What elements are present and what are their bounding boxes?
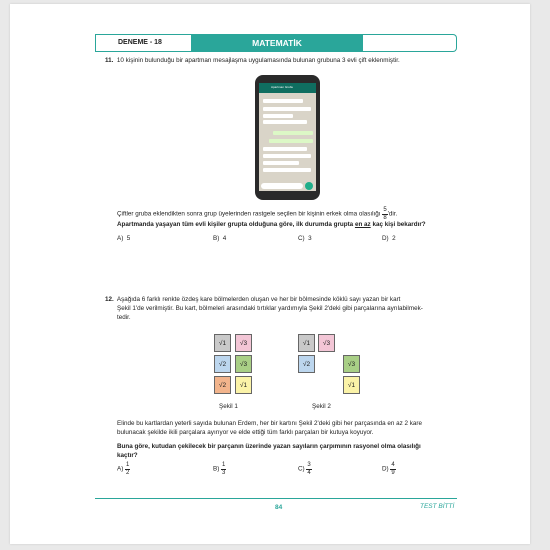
- q12-line1: 12. Aşağıda 6 farklı renkte özdeş kare bölmelerden oluşan ve her bir bölmesinde köklü sayı yazan bir kart: [105, 296, 401, 303]
- q12-line3: tedir.: [117, 314, 131, 321]
- chat-bubble: [263, 147, 307, 151]
- fig1-label: Şekil 1: [219, 403, 238, 410]
- exam-label: DENEME - 18: [95, 34, 191, 52]
- fig2-cell: √1: [343, 376, 360, 394]
- q11-prob-line: [117, 207, 397, 221]
- fig1-cell: √2: [214, 355, 231, 373]
- chat-bubble: [269, 139, 313, 143]
- chat-bubble: [263, 154, 311, 158]
- fig1-cell: √1: [235, 376, 252, 394]
- group-name: Apartman Grubu: [271, 85, 294, 89]
- q12-para1: Elinde bu kartlardan yeterli sayıda bulunan Erdem, her bir kartını Şekil 2'deki gibi her parçasında en az 2 kare: [117, 420, 423, 427]
- q12-option-b[interactable]: B) $\frac{1}{3}$: [213, 462, 226, 476]
- q12-line2: Şekil 1'de verilmiştir. Bu kart, bölmeleri arasındaki tırtıklar yardımıyla Şekil 2'deki gibi parçalarına ayrılabilmek-: [117, 305, 423, 312]
- q11-prob-suffix: 'dir.: [387, 210, 398, 218]
- subject-title: MATEMATİK: [191, 34, 363, 52]
- fig1-cell: √1: [214, 334, 231, 352]
- chat-bubble: [263, 99, 303, 103]
- q11-fraction: $\frac{5}{8}$: [383, 207, 387, 221]
- q11-underlined: en az: [354, 221, 371, 228]
- q11-text1: Çiftler gruba eklendikten sonra grup üyelerinden rastgele seçilen bir kişinin erkek olma olasılığı: [117, 210, 381, 218]
- q11-number: 11.: [105, 57, 114, 64]
- chat-bubble: [263, 161, 299, 165]
- page-header: [95, 34, 457, 52]
- q11-question: Apartmanda yaşayan tüm evli kişiler grupta olduğuna göre, ilk durumda grupta en az kaç kişi bekardır?: [117, 221, 426, 228]
- fig2-label: Şekil 2: [312, 403, 331, 410]
- chat-bubble: [263, 168, 311, 172]
- fig2-cell: √3: [318, 334, 335, 352]
- q12-para2: bulunacak şekilde ikili parçalara ayırıyor ve elde ettiği tüm farklı parçaları bir kutuya koyuyor.: [117, 429, 374, 436]
- chat-header: [259, 83, 316, 93]
- page-number: 84: [275, 504, 283, 511]
- q11-option-b[interactable]: B) 4: [213, 235, 227, 242]
- q11-option-d[interactable]: D) 2: [382, 235, 396, 242]
- footer-divider: [95, 498, 457, 499]
- q12-number: 12.: [105, 296, 114, 303]
- q11-text: [105, 57, 400, 65]
- q12-option-c[interactable]: C) $\frac{3}{4}$: [298, 462, 311, 476]
- q12-question1: Buna göre, kutudan çekilecek bir parçanın üzerinde yazan sayıların çarpımının rasyonel olma olasılığı: [117, 443, 421, 450]
- chat-bubble: [263, 114, 293, 118]
- q11-intro: 10 kişinin bulunduğu bir apartman mesajlaşma uygulamasında bulunan grubuna 3 evli çift eklenmiştir.: [116, 57, 400, 64]
- chat-screen: [259, 83, 316, 191]
- test-end-label: TEST BİTTİ: [420, 503, 455, 510]
- fig1-cell: √2: [214, 376, 231, 394]
- q12-option-a[interactable]: A) $\frac{1}{2}$: [117, 462, 130, 476]
- message-input: [261, 183, 303, 189]
- fig1-cell: √3: [235, 355, 252, 373]
- q11-option-c[interactable]: C) 3: [298, 235, 312, 242]
- chat-bubble: [263, 120, 307, 124]
- chat-bubble: [273, 131, 313, 135]
- send-icon: [305, 182, 313, 190]
- fig2-cell: √2: [298, 355, 315, 373]
- q12-question2: kaçtır?: [117, 452, 138, 459]
- chat-bubble: [263, 107, 311, 111]
- fig2-cell: √1: [298, 334, 315, 352]
- phone-image: [255, 75, 320, 200]
- fig1-cell: √3: [235, 334, 252, 352]
- header-tail: [363, 34, 457, 52]
- q12-option-d[interactable]: D) $\frac{4}{9}$: [382, 462, 395, 476]
- q11-option-a[interactable]: A) 5: [117, 235, 131, 242]
- fig2-cell: √3: [343, 355, 360, 373]
